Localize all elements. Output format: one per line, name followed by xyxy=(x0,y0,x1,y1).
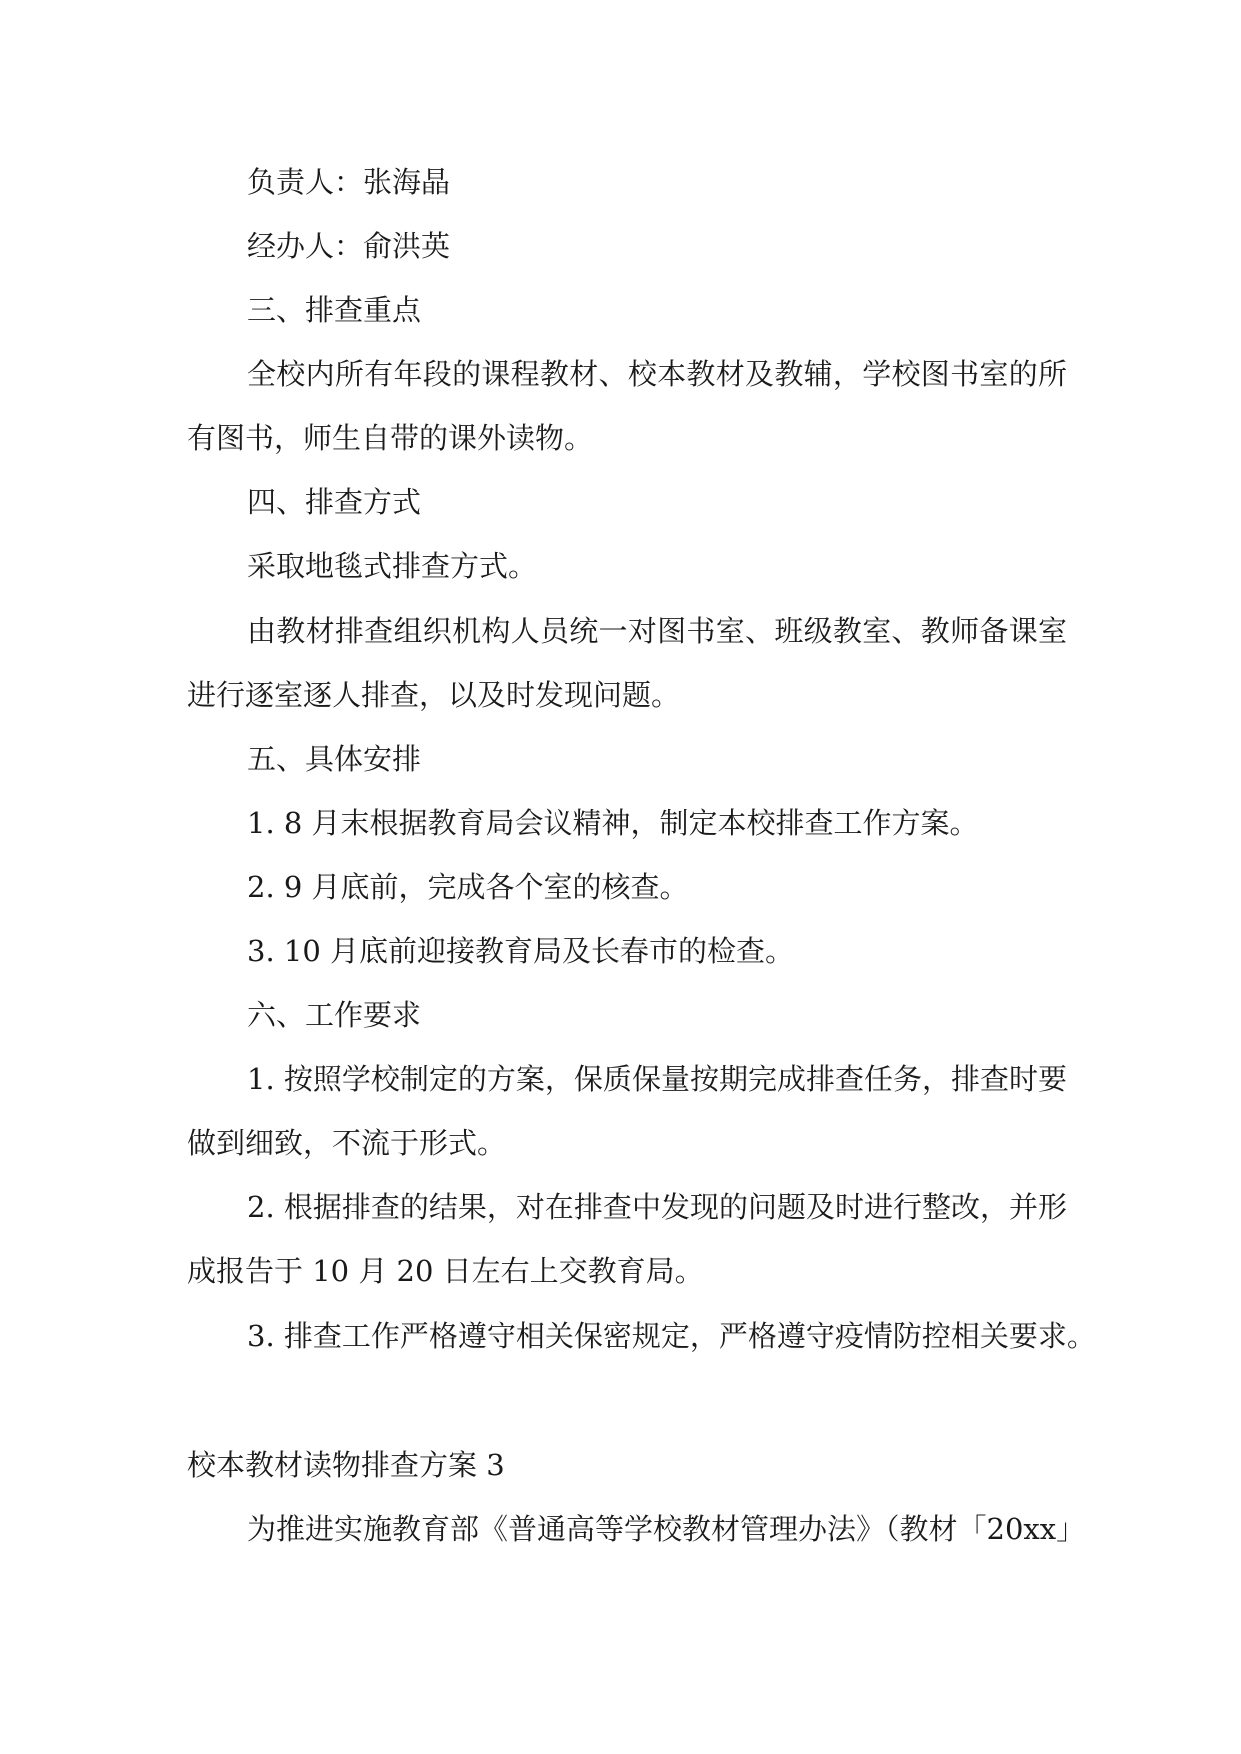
responsible-person-line: 负责人：张海晶 xyxy=(247,165,451,199)
section-heading-3: 三、排查重点 xyxy=(247,293,422,327)
paragraph-line: 进行逐室逐人排查，以及时发现问题。 xyxy=(187,678,681,712)
paragraph-line: 有图书，师生自带的课外读物。 xyxy=(187,421,594,455)
paragraph-line: 为推进实施教育部《普通高等学校教材管理办法》（教材「20xx」 xyxy=(247,1512,1086,1546)
list-item: 3. 排查工作严格遵守相关保密规定，严格遵守疫情防控相关要求。 xyxy=(247,1319,1096,1353)
list-item-continuation: 成报告于 10 月 20 日左右上交教育局。 xyxy=(187,1254,704,1288)
list-item: 2. 根据排查的结果，对在排查中发现的问题及时进行整改，并形 xyxy=(247,1190,1067,1224)
paragraph-line: 采取地毯式排查方式。 xyxy=(247,549,538,583)
handler-line: 经办人：俞洪英 xyxy=(247,229,451,263)
list-item: 2. 9 月底前，完成各个室的核查。 xyxy=(247,870,689,904)
list-item: 3. 10 月底前迎接教育局及长春市的检查。 xyxy=(247,934,795,968)
list-item-continuation: 做到细致，不流于形式。 xyxy=(187,1126,507,1160)
document-title: 校本教材读物排查方案 3 xyxy=(187,1448,505,1482)
paragraph-line: 由教材排查组织机构人员统一对图书室、班级教室、教师备课室 xyxy=(247,614,1067,648)
list-item: 1. 按照学校制定的方案，保质保量按期完成排查任务，排查时要 xyxy=(247,1062,1067,1096)
section-heading-6: 六、工作要求 xyxy=(247,998,422,1032)
section-heading-5: 五、具体安排 xyxy=(247,742,422,776)
paragraph-line: 全校内所有年段的课程教材、校本教材及教辅，学校图书室的所 xyxy=(247,357,1067,391)
list-item: 1. 8 月末根据教育局会议精神，制定本校排查工作方案。 xyxy=(247,806,979,840)
section-heading-4: 四、排查方式 xyxy=(247,485,422,519)
